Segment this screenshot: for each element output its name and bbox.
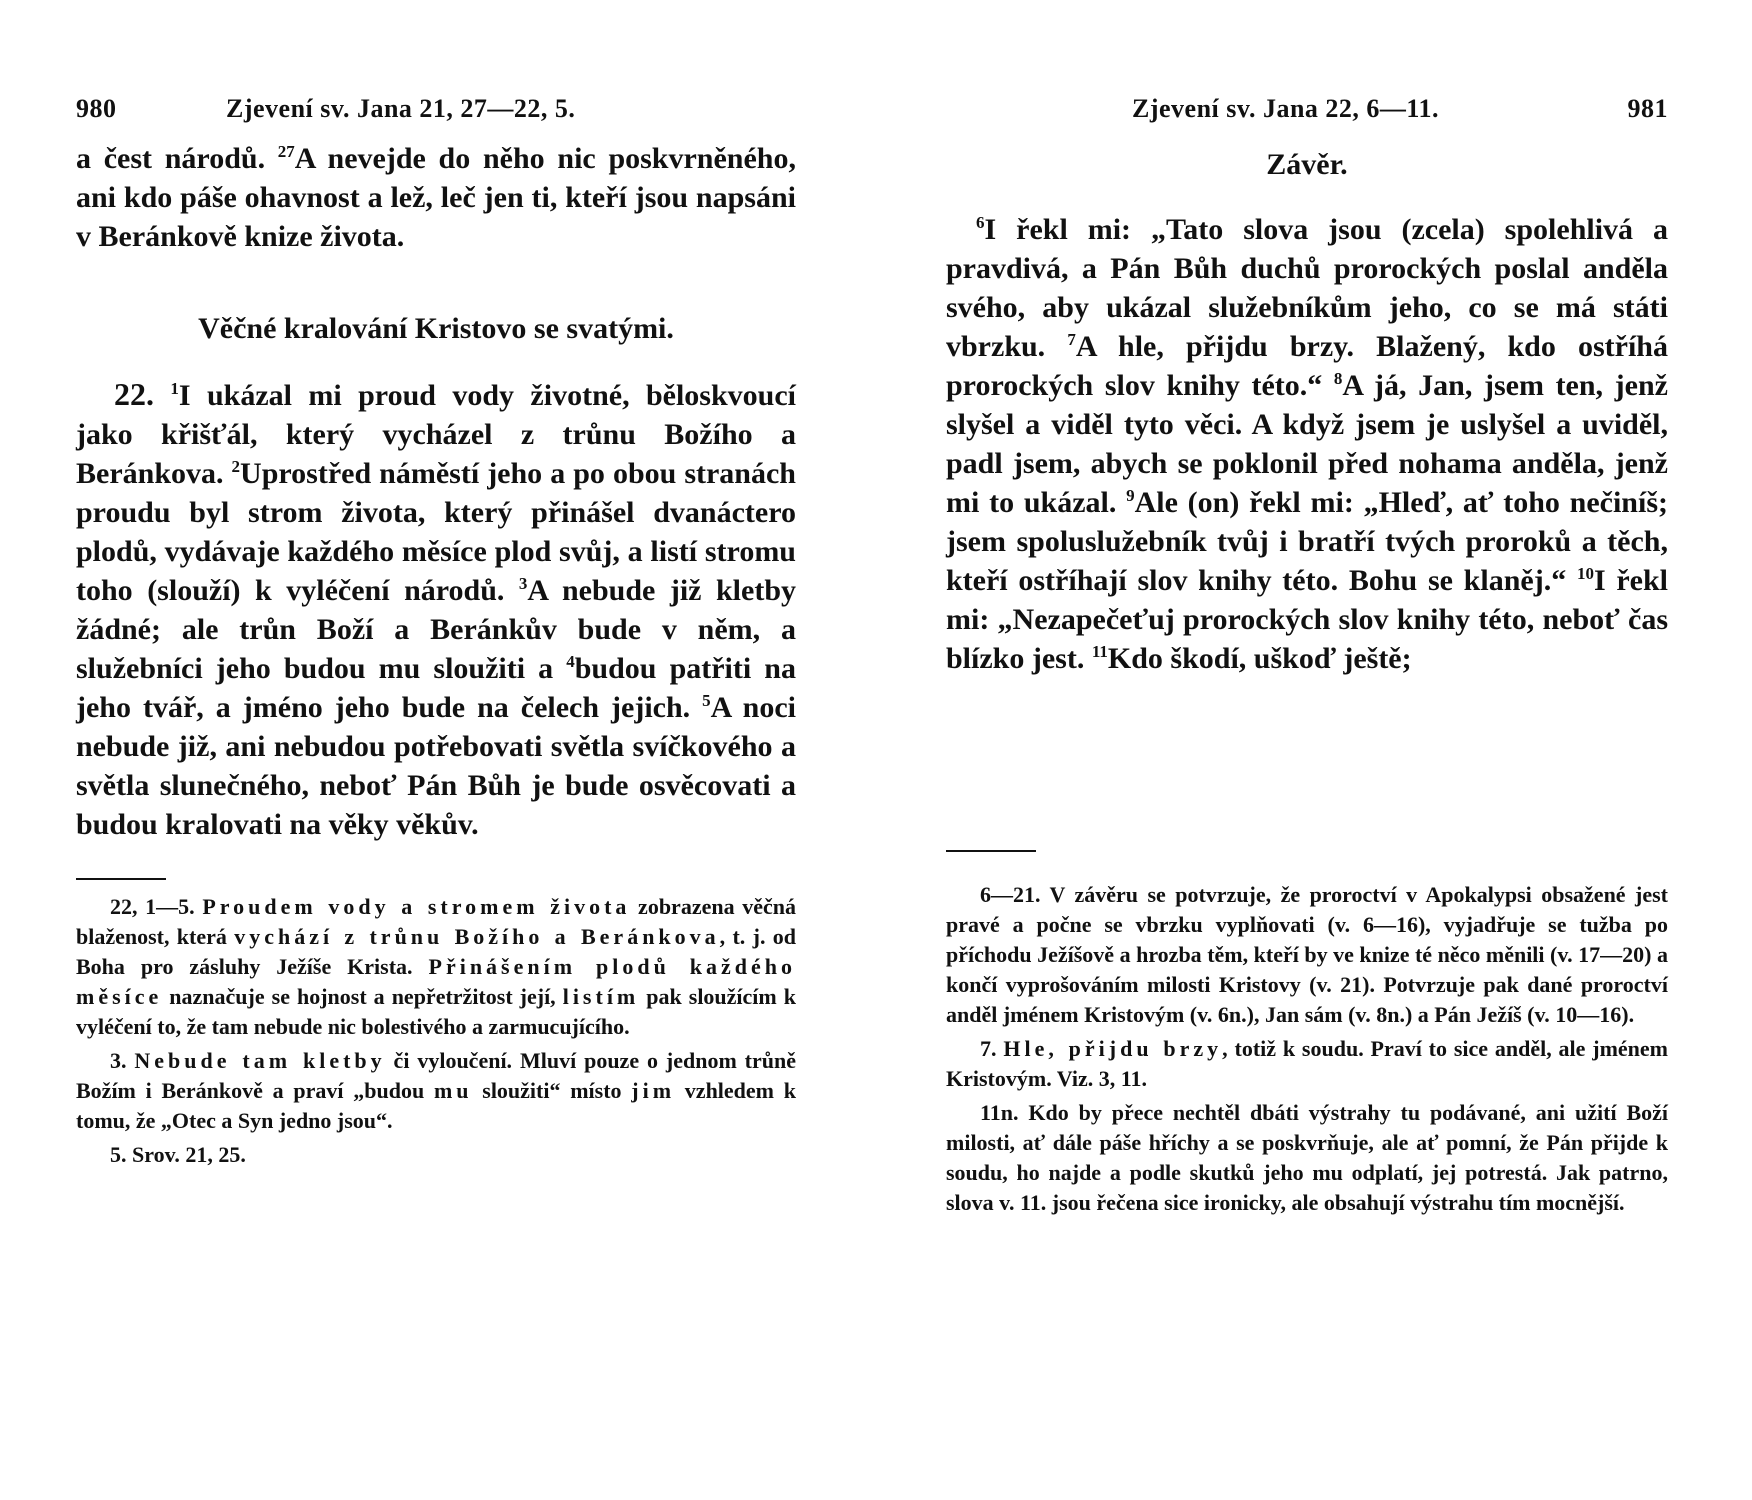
verse-number: 27 <box>277 142 295 161</box>
verse-text: Uprostřed náměstí jeho a po obou stranách proudu byl strom života, který přinášel dvanáctero plodů, vydávaje každého měsíce plod svůj, a listí stromu toho (slouží) k vyléčení národů. <box>76 457 796 607</box>
footnote-text: zobrazena věčná blaženost, která <box>76 894 797 949</box>
verse-number: 5 <box>702 691 711 710</box>
left-running-head <box>76 94 796 128</box>
left-section-heading: Věčné kralování Kristovo se svatými. <box>198 312 674 345</box>
footnote <box>76 1046 796 1136</box>
right-section-heading: Závěr. <box>1266 148 1348 181</box>
verse-number: 9 <box>1126 486 1135 505</box>
left-page-number: 980 <box>76 94 117 123</box>
left-paragraph-2 <box>76 375 796 844</box>
footnote-emphasis: Přinášením plodů každého měsíce <box>76 954 796 1009</box>
footnote-emphasis: Proudem vody a stromem života <box>202 894 631 919</box>
left-page <box>76 0 796 1500</box>
right-running-head <box>946 94 1668 128</box>
left-paragraph-1 <box>76 139 796 256</box>
footnote-text: či vyloučení. Mluví pouze o jednom trůně Božím i Beránkově a praví „budou <box>76 1048 796 1103</box>
footnote-ref: 22, 1—5. <box>110 894 203 919</box>
footnote: 5. Srov. 21, 25. <box>110 1142 246 1167</box>
verse-text: A nevejde do něho nic poskvrněného, ani kdo páše ohavnost a lež, leč jen ti, kteří jsou napsáni v Beránkově knize života. <box>76 142 796 253</box>
verse-text: a čest národů. <box>76 142 278 175</box>
right-page <box>946 0 1668 1500</box>
footnote-text: , totiž k soudu. Praví to sice anděl, ale jménem Kristovým. Viz. 3, 11. <box>946 1036 1668 1091</box>
footnote-emphasis: mu <box>433 1078 473 1103</box>
verse-number: 2 <box>231 457 241 476</box>
verse-text: A hle, přijdu brzy. Blažený, kdo ostříhá prorockých slov knihy této.“ <box>946 330 1668 402</box>
footnote-emphasis: listím <box>562 984 640 1009</box>
verse-text: I řekl mi: „Nezapečeťuj prorockých slov knihy této, neboť čas blízko jest. <box>946 564 1668 675</box>
footnote-ref: 7. <box>980 1036 1004 1061</box>
left-footnotes <box>76 892 796 1174</box>
verse-text: A noci nebude již, ani nebudou potřebovati světla svíčkového a světla slunečného, neboť Pán Bůh je bude osvěcovati a budou kralovati na věky věkův. <box>76 691 796 841</box>
verse-text: Kdo škodí, uškoď ještě; <box>1107 642 1412 675</box>
verse-number: 1 <box>170 379 179 398</box>
verse-text: A nebude již kletby žádné; ale trůn Boží a Beránkův bude v něm, a služebníci jeho budou mu sloužiti a <box>76 574 797 685</box>
footnote-text: pak sloužícím k vyléčení to, že tam nebude nic bolestivého a zarmucujícího. <box>76 984 796 1039</box>
footnote-text: sloužiti“ místo <box>472 1078 632 1103</box>
verse-number: 3 <box>518 574 528 593</box>
footnote-emphasis: Nebude tam kletby <box>134 1048 386 1073</box>
footnote: 11n. Kdo by přece nechtěl dbáti výstrahy tu podávané, ani užití Boží milosti, ať dále páše hříchy a se poskvrňuje, ale ať pomní, že Pán přijde k soudu, ho najde a podle skutků jeho mu odplatí, jej potrestá. Jak patrno, slova v. 11. jsou řečena sice ironicky, ale obsahují výstrahu tím mocnější. <box>946 1100 1668 1215</box>
footnote-emphasis: Hle, přijdu brzy <box>1003 1036 1223 1061</box>
right-footnote-rule <box>946 850 1036 852</box>
verse-number: 7 <box>1067 330 1076 349</box>
verse-number: 11 <box>1091 642 1108 661</box>
right-running-title: Zjevení sv. Jana 22, 6—11. <box>1132 94 1439 123</box>
footnote <box>76 892 796 1042</box>
verse-text: A já, Jan, jsem ten, jenž slyšel a viděl tyto věci. A když jsem je uslyšel a uviděl, padl jsem, abych se poklonil před nohama anděla, jenž mi to ukázal. <box>946 369 1668 519</box>
footnote-text: naznačuje se hojnost a nepřetržitost její, <box>162 984 563 1009</box>
right-footnotes <box>946 880 1668 1222</box>
right-page-number: 981 <box>1627 94 1668 123</box>
verse-number: 8 <box>1333 369 1343 388</box>
right-paragraph <box>946 210 1668 678</box>
footnote-ref: 3. <box>110 1048 135 1073</box>
verse-text: budou patřiti na jeho tvář, a jméno jeho bude na čelech jejich. <box>76 652 796 724</box>
verse-number: 6 <box>976 213 985 232</box>
chapter-number: 22. <box>114 376 154 412</box>
verse-text: I řekl mi: „Tato slova jsou (zcela) spolehlivá a pravdivá, a Pán Bůh duchů prorockých poslal anděla svého, aby ukázal služebníkům jeho, co se má státi vbrzku. <box>946 213 1668 363</box>
footnote-text: , t. j. od Boha pro zásluhy Ježíše Krista. <box>76 924 796 979</box>
footnote <box>946 1034 1668 1094</box>
footnote-text: vzhledem k tomu, že „Otec a Syn jedno jsou“. <box>76 1078 796 1133</box>
verse-text: Ale (on) řekl mi: „Hleď, ať toho nečiníš; jsem spoluslužebník tvůj i bratří tvých proroků a těch, kteří ostříhají slov knihy této. Bohu se klaněj.“ <box>946 486 1668 597</box>
footnote-emphasis: vychází z trůnu Božího a Beránkova <box>234 924 720 949</box>
footnote: 6—21. V závěru se potvrzuje, že proroctví v Apokalypsi obsažené jest pravé a počne se vbrzku vyplňovati (v. 6—16), vyjadřuje se tužba po příchodu Ježíšově a hrozba těm, kteří by ve knize té něco měnili (v. 17—20) a končí vyprošováním milosti Kristovy (v. 21). Potvrzuje pak dané proroctví anděl jménem Kristovým (v. 6n.), Jan sám (v. 8n.) a Pán Ježíš (v. 10—16). <box>946 882 1668 1027</box>
verse-number: 10 <box>1576 564 1594 583</box>
verse-text: I ukázal mi proud vody životné, běloskvoucí jako křišťál, který vycházel z trůnu Božího a Beránkova. <box>76 379 797 490</box>
verse-number: 4 <box>566 652 575 671</box>
left-running-title: Zjevení sv. Jana 21, 27—22, 5. <box>226 94 576 123</box>
left-footnote-rule <box>76 878 166 880</box>
footnote-emphasis: jim <box>631 1078 676 1103</box>
